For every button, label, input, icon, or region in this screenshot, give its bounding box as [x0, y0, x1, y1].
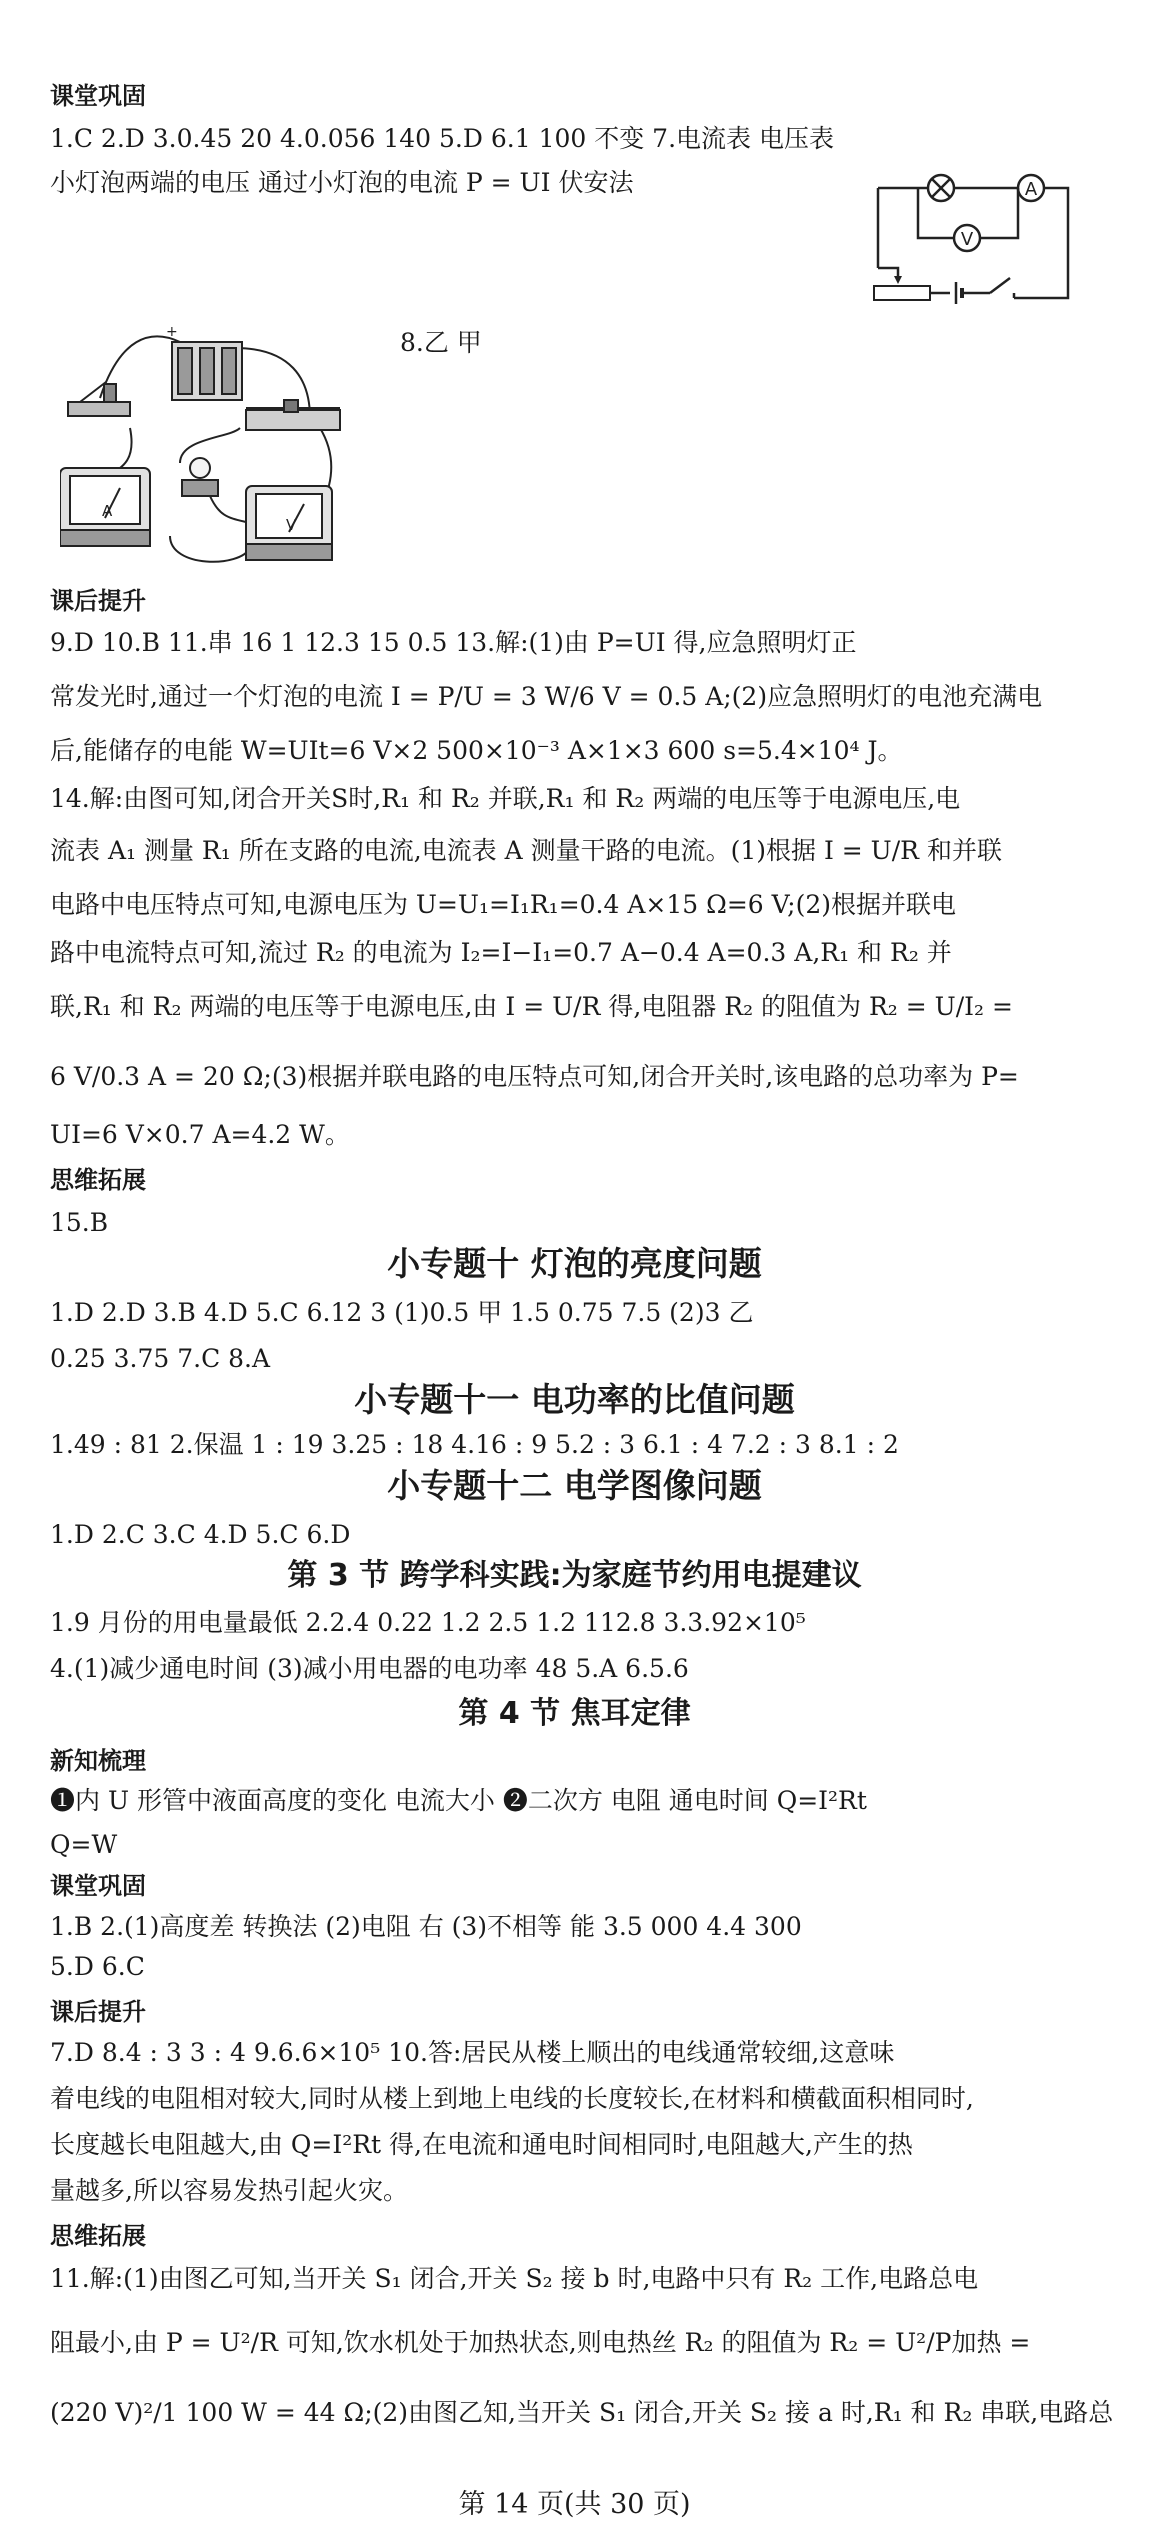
topic-12-title: 小专题十二 电学图像问题	[387, 1466, 762, 1505]
answer-line: Q=W	[50, 1830, 118, 1859]
answer-line: ❶内 U 形管中液面高度的变化 电流大小 ❷二次方 电阻 通电时间 Q=I²Rt	[50, 1786, 867, 1815]
photo-ammeter-label: A	[102, 502, 113, 520]
section-3-title: 第 3 节 跨学科实践:为家庭节约用电提建议	[287, 1558, 862, 1593]
answer-line: 流表 A₁ 测量 R₁ 所在支路的电流,电流表 A 测量干路的电流。(1)根据 I = U/R 和并联	[50, 836, 1002, 865]
answer-line: UI=6 V×0.7 A=4.2 W。	[50, 1120, 350, 1149]
answer-line: 14.解:由图可知,闭合开关S时,R₁ 和 R₂ 并联,R₁ 和 R₂ 两端的电压等于电源电压,电	[50, 784, 961, 813]
answer-line: 电路中电压特点可知,电源电压为 U=U₁=I₁R₁=0.4 A×15 Ω=6 V;(2)根据并联电	[50, 890, 957, 919]
page-number-footer: 第 14 页(共 30 页)	[458, 2489, 691, 2520]
answer-line: 11.解:(1)由图乙可知,当开关 S₁ 闭合,开关 S₂ 接 b 时,电路中只有 R₂ 工作,电路总电	[50, 2264, 979, 2293]
answer-line: 6 V/0.3 A = 20 Ω;(3)根据并联电路的电压特点可知,闭合开关时,该电路的总功率为 P=	[50, 1062, 1019, 1091]
heading-after-class: 课后提升	[50, 1998, 146, 2026]
circuit-diagram	[868, 168, 1078, 318]
answer-line: 联,R₁ 和 R₂ 两端的电压等于电源电压,由 I = U/R 得,电阻器 R₂ 的阻值为 R₂ = U/I₂ =	[50, 992, 1013, 1021]
answer-line: 阻最小,由 P = U²/R 可知,饮水机处于加热状态,则电热丝 R₂ 的阻值为 R₂ = U²/P加热 =	[50, 2328, 1031, 2357]
answer-line: 1.9 月份的用电量最低 2.2.4 0.22 1.2 2.5 1.2 112.8 3.3.92×10⁵	[50, 1608, 806, 1637]
heading-after-class: 课后提升	[50, 587, 146, 615]
answer-line: 1.D 2.D 3.B 4.D 5.C 6.12 3 (1)0.5 甲 1.5 0.75 7.5 (2)3 乙	[50, 1298, 754, 1327]
answer-line: 长度越长电阻越大,由 Q=I²Rt 得,在电流和通电时间相同时,电阻越大,产生的热	[50, 2130, 913, 2159]
answer-line: 1.49 : 81 2.保温 1 : 19 3.25 : 18 4.16 : 9 5.2 : 3 6.1 : 4 7.2 : 3 8.1 : 2	[50, 1430, 899, 1459]
heading-classroom-consolidation: 课堂巩固	[50, 1872, 146, 1900]
answer-line: 量越多,所以容易发热引起火灾。	[50, 2176, 408, 2205]
answer-line: 后,能储存的电能 W=UIt=6 V×2 500×10⁻³ A×1×3 600 s=5.4×10⁴ J。	[50, 736, 903, 765]
topic-11-title: 小专题十一 电功率的比值问题	[354, 1380, 795, 1419]
heading-thinking-extension: 思维拓展	[50, 1166, 146, 1194]
answer-line: 着电线的电阻相对较大,同时从楼上到地上电线的长度较长,在材料和横截面积相同时,	[50, 2084, 974, 2113]
answer-line: 8.乙 甲	[400, 328, 482, 357]
svg-text:+: +	[166, 324, 178, 340]
heading-new-knowledge: 新知梳理	[50, 1747, 146, 1775]
heading-classroom-consolidation: 课堂巩固	[50, 82, 146, 110]
apparatus-illustration	[60, 318, 360, 573]
answer-line: 0.25 3.75 7.C 8.A	[50, 1344, 271, 1373]
answer-line: 4.(1)减少通电时间 (3)减小用电器的电功率 48 5.A 6.5.6	[50, 1654, 689, 1683]
answer-line: 9.D 10.B 11.串 16 1 12.3 15 0.5 13.解:(1)由 P=UI 得,应急照明灯正	[50, 628, 857, 657]
section-4-title: 第 4 节 焦耳定律	[458, 1696, 691, 1731]
ammeter-label: A	[1024, 179, 1038, 200]
answer-line: 7.D 8.4 : 3 3 : 4 9.6.6×10⁵ 10.答:居民从楼上顺出的电线通常较细,这意味	[50, 2038, 895, 2067]
answer-line: 小灯泡两端的电压 通过小灯泡的电流 P = UI 伏安法	[50, 168, 634, 197]
topic-10-title: 小专题十 灯泡的亮度问题	[387, 1244, 762, 1283]
answer-line: 5.D 6.C	[50, 1952, 145, 1981]
heading-thinking-extension: 思维拓展	[50, 2222, 146, 2250]
answer-line: 1.B 2.(1)高度差 转换法 (2)电阻 右 (3)不相等 能 3.5 000 4.4 300	[50, 1912, 802, 1941]
answer-line: 路中电流特点可知,流过 R₂ 的电流为 I₂=I−I₁=0.7 A−0.4 A=0.3 A,R₁ 和 R₂ 并	[50, 938, 952, 967]
answer-line: 1.C 2.D 3.0.45 20 4.0.056 140 5.D 6.1 100 不变 7.电流表 电压表	[50, 124, 834, 153]
answer-line: (220 V)²/1 100 W = 44 Ω;(2)由图乙知,当开关 S₁ 闭合,开关 S₂ 接 a 时,R₁ 和 R₂ 串联,电路总	[50, 2398, 1114, 2427]
answer-line: 15.B	[50, 1208, 109, 1237]
answer-line: 常发光时,通过一个灯泡的电流 I = P/U = 3 W/6 V = 0.5 A;(2)应急照明灯的电池充满电	[50, 682, 1043, 711]
voltmeter-label: V	[960, 229, 974, 250]
photo-voltmeter-label: V	[286, 516, 297, 534]
answer-line: 1.D 2.C 3.C 4.D 5.C 6.D	[50, 1520, 351, 1549]
